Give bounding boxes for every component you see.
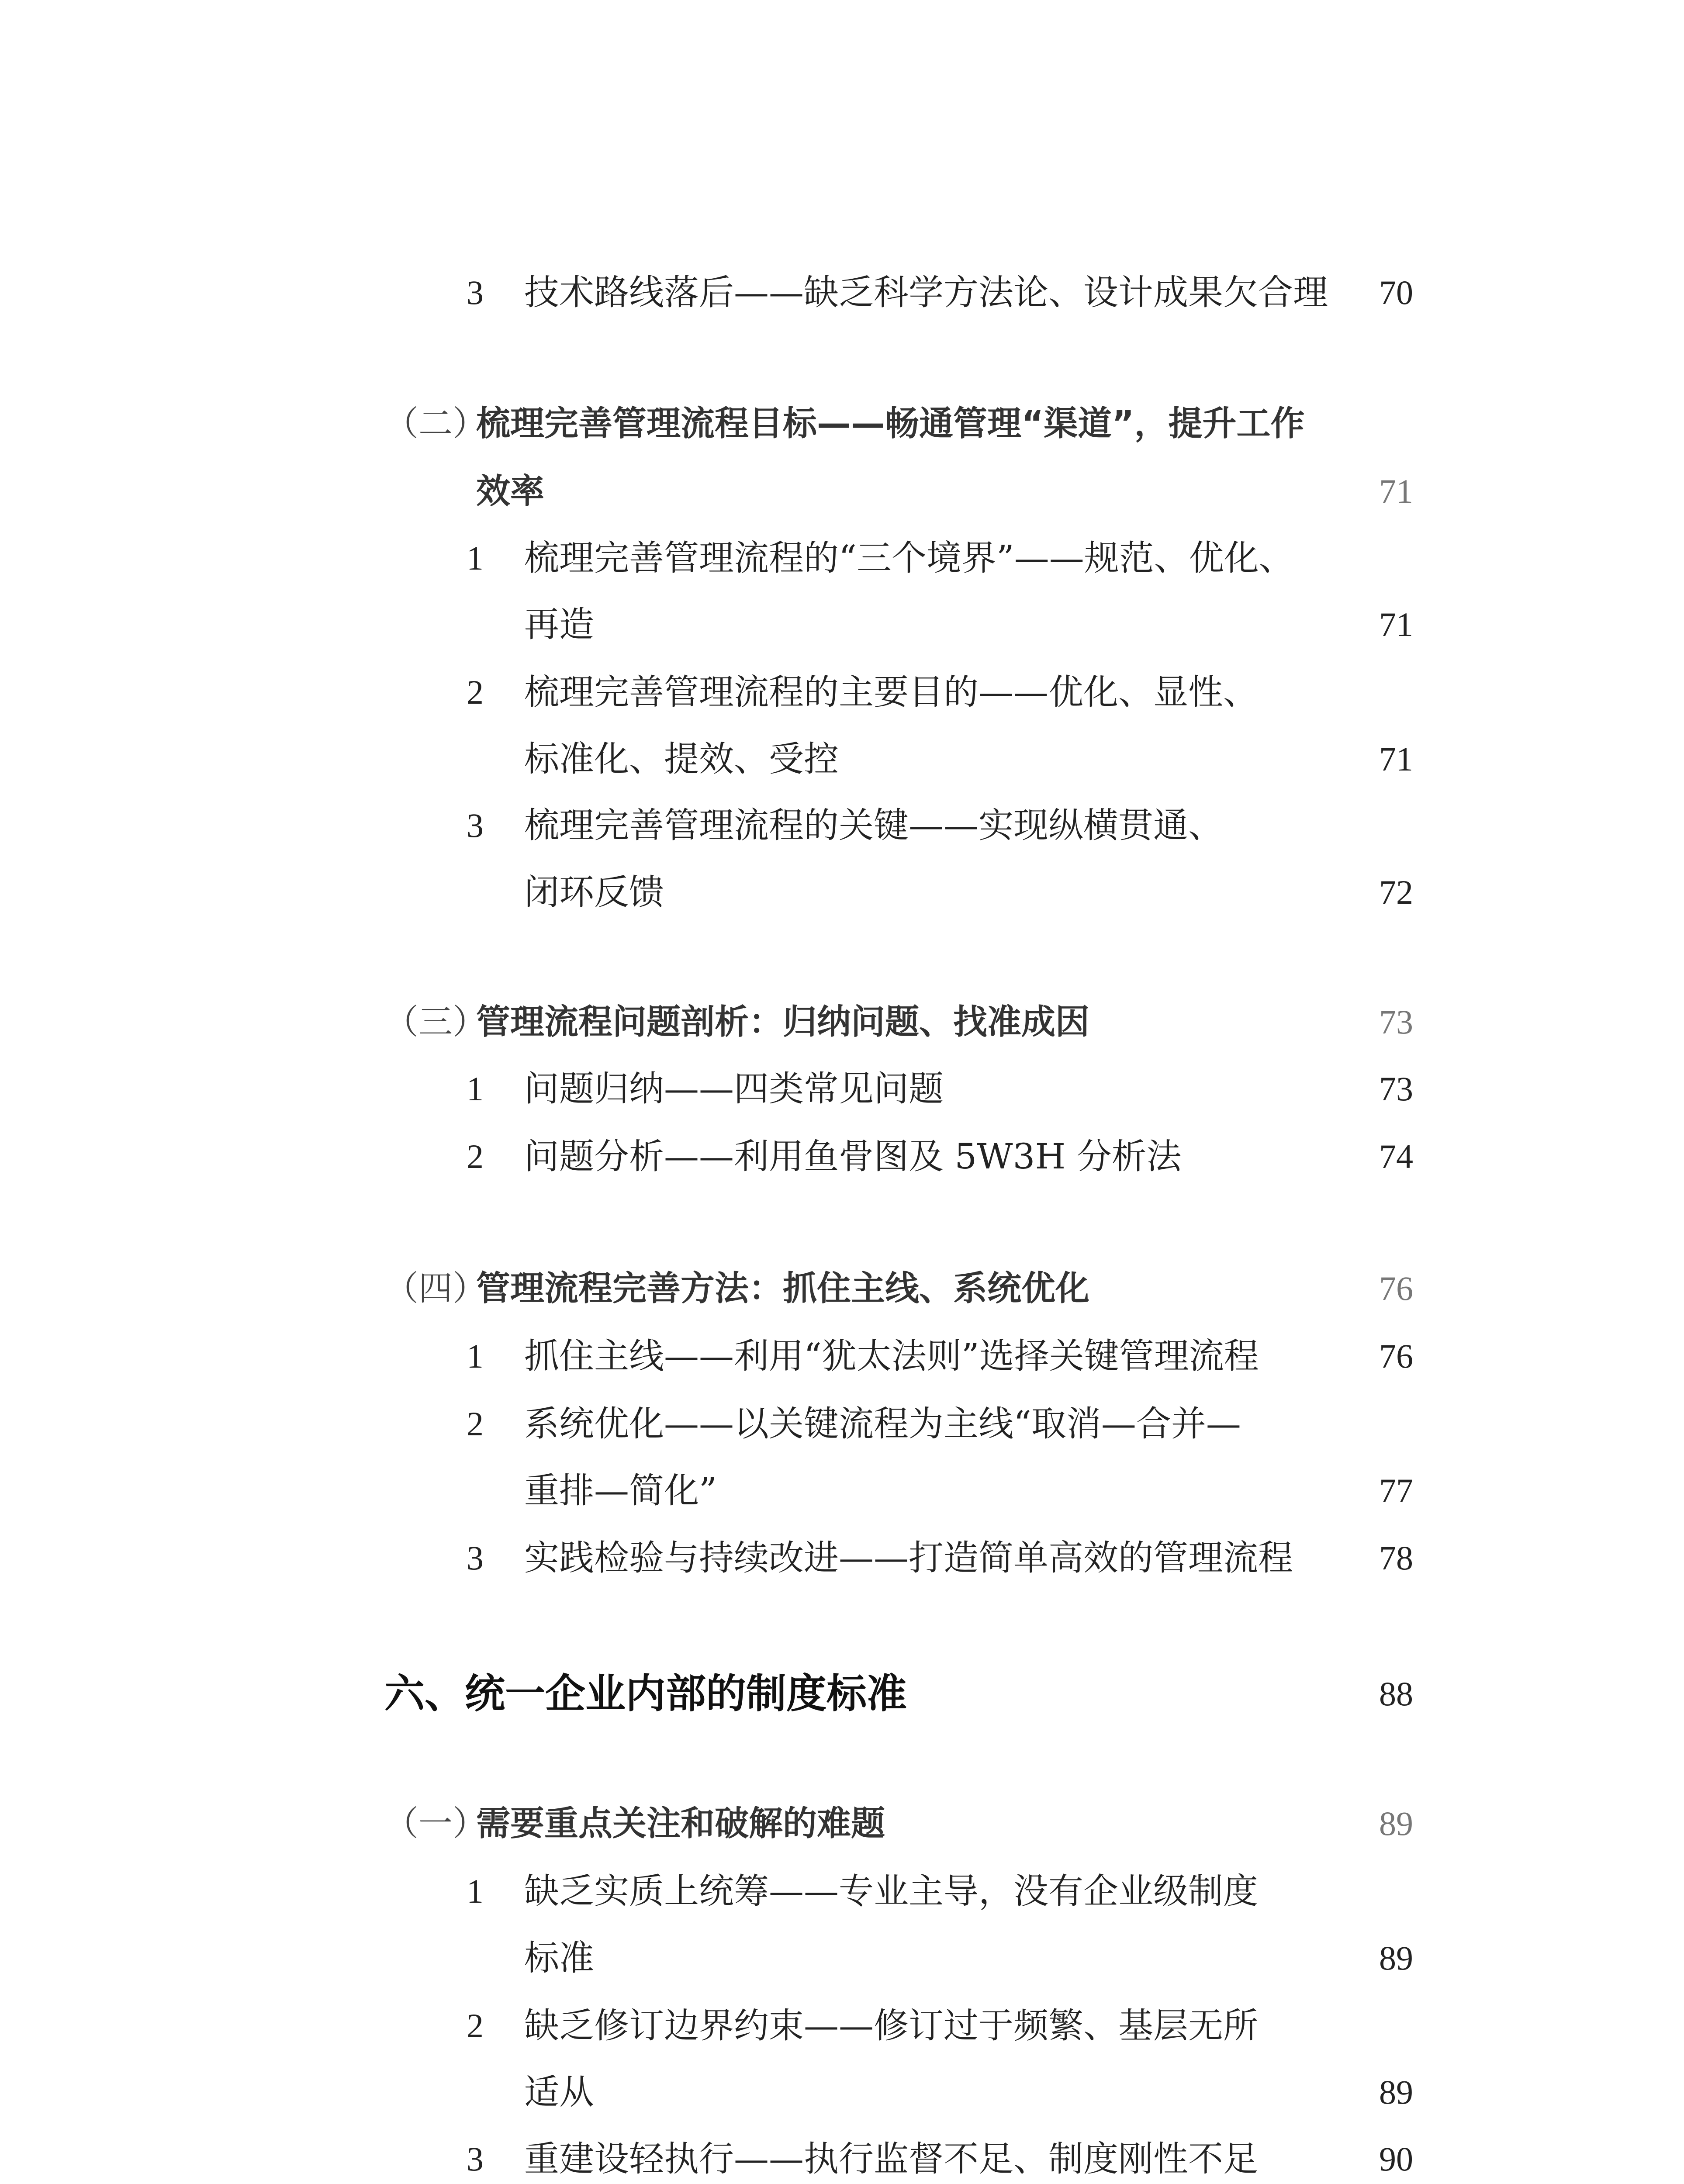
entry-title-continued: 标准化、提效、受控	[524, 739, 839, 779]
entry-number: 1	[467, 539, 484, 577]
section-title: 需要重点关注和破解的难题	[476, 1804, 885, 1843]
entry-title-continued: 标准	[524, 1938, 594, 1978]
page-number: 77	[1379, 1472, 1413, 1510]
page-number: 73	[1379, 1003, 1413, 1041]
page-number: 89	[1379, 1939, 1413, 1977]
page-number: 89	[1379, 1804, 1413, 1842]
page-number: 71	[1379, 605, 1413, 643]
section-label: （一）	[384, 1804, 487, 1843]
entry-title: 梳理完善管理流程的关键——实现纵横贯通、	[524, 805, 1223, 846]
entry-title-continued: 再造	[524, 604, 594, 645]
entry-number: 1	[467, 1070, 484, 1108]
section-label: （四）	[384, 1269, 487, 1308]
section-title-continued: 效率	[476, 472, 545, 511]
page-number: 78	[1379, 1539, 1413, 1577]
page-number: 90	[1379, 2140, 1413, 2178]
entry-title: 实践检验与持续改进——打造简单高效的管理流程	[524, 1538, 1293, 1578]
entry-number: 2	[467, 1137, 484, 1175]
entry-title: 梳理完善管理流程的“三个境界”——规范、优化、	[524, 538, 1294, 578]
entry-number: 2	[467, 673, 484, 711]
section-title: 管理流程问题剖析：归纳问题、找准成因	[476, 1002, 1090, 1042]
entry-title: 梳理完善管理流程的主要目的——优化、显性、	[524, 672, 1258, 712]
entry-number: 2	[467, 1405, 484, 1443]
page-number: 73	[1379, 1070, 1413, 1108]
entry-number: 3	[467, 2140, 484, 2178]
page-number: 76	[1379, 1337, 1413, 1375]
entry-title: 抓住主线——利用“犹太法则”选择关键管理流程	[524, 1336, 1259, 1376]
entry-title-continued: 重排—简化”	[524, 1470, 717, 1511]
entry-number: 3	[467, 806, 484, 844]
entry-number: 3	[467, 273, 484, 311]
page-number: 71	[1379, 740, 1413, 778]
page-number: 89	[1379, 2073, 1413, 2111]
entry-title: 重建设轻执行——执行监督不足、制度刚性不足	[524, 2139, 1258, 2179]
page-number: 76	[1379, 1269, 1413, 1307]
entry-title-continued: 适从	[524, 2072, 594, 2112]
entry-number: 3	[467, 1539, 484, 1577]
entry-title: 问题归纳——四类常见问题	[524, 1068, 944, 1109]
entry-title-continued: 闭环反馈	[524, 872, 664, 912]
page-number: 70	[1379, 273, 1413, 311]
chapter-title: 六、统一企业内部的制度标准	[384, 1670, 907, 1717]
entry-title: 缺乏实质上统筹——专业主导，没有企业级制度	[524, 1871, 1258, 1911]
page-number: 74	[1379, 1137, 1413, 1175]
entry-title: 技术路线落后——缺乏科学方法论、设计成果欠合理	[524, 272, 1328, 313]
section-label: （二）	[384, 404, 487, 443]
entry-number: 1	[467, 1337, 484, 1375]
entry-number: 1	[467, 1872, 484, 1910]
entry-title: 缺乏修订边界约束——修订过于频繁、基层无所	[524, 2005, 1258, 2046]
page-number: 72	[1379, 873, 1413, 911]
section-label: （三）	[384, 1002, 487, 1042]
section-title: 梳理完善管理流程目标——畅通管理“渠道”，提升工作	[476, 404, 1305, 443]
entry-title: 问题分析——利用鱼骨图及 5W3H 分析法	[524, 1136, 1182, 1177]
section-title: 管理流程完善方法：抓住主线、系统优化	[476, 1269, 1090, 1308]
page-number: 71	[1379, 472, 1413, 510]
entry-title: 系统优化——以关键流程为主线“取消—合并—	[524, 1403, 1241, 1444]
page-number: 88	[1379, 1675, 1413, 1713]
entry-number: 2	[467, 2007, 484, 2045]
